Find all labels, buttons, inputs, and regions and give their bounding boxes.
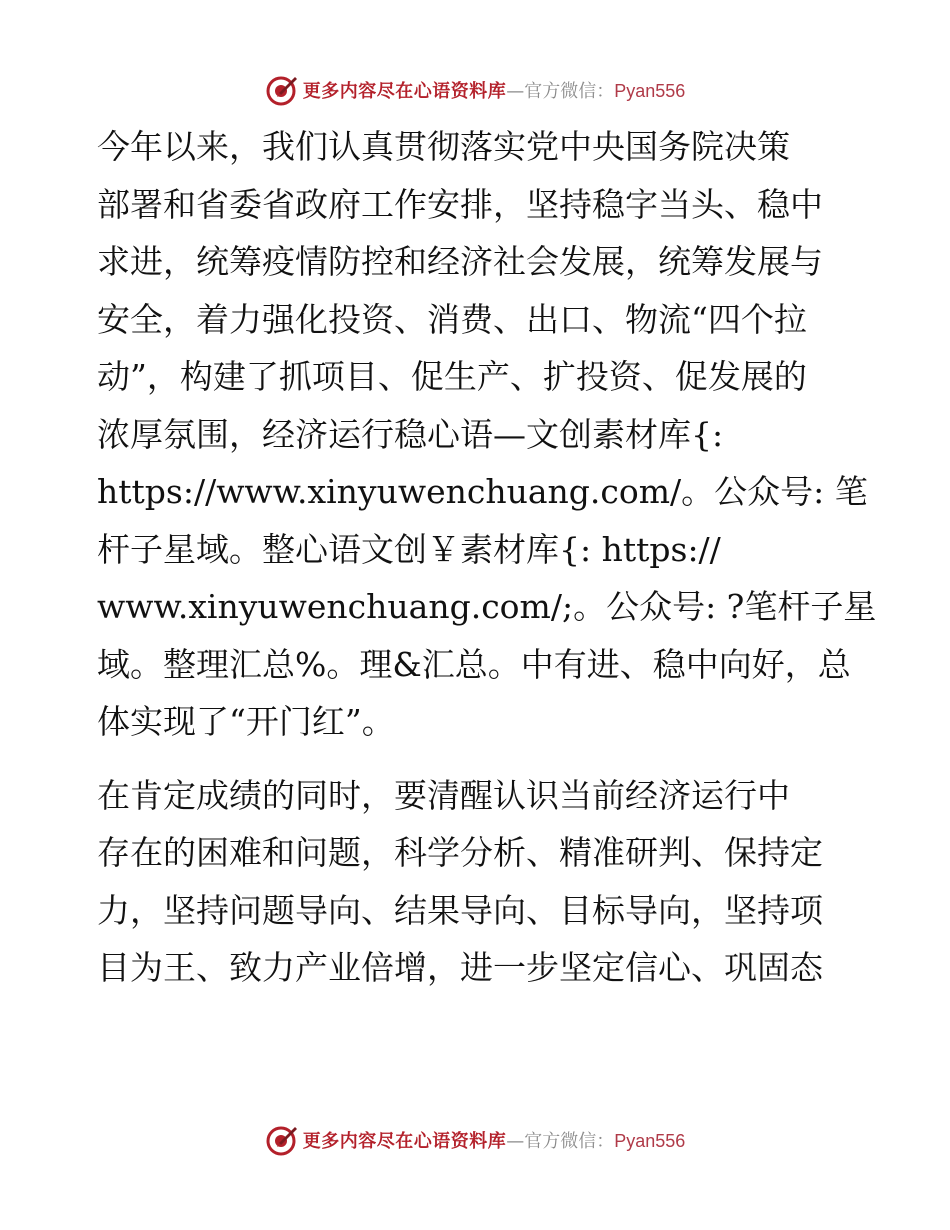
paragraph-line: 今年以来，我们认真贯彻落实党中央国务院决策 <box>97 127 790 166</box>
paragraph-line: 动”，构建了抓项目、促生产、扩投资、促发展的 <box>97 357 807 396</box>
paragraph-line: 域。整理汇总%。理&汇总。中有进、稳中向好，总 <box>97 644 851 684</box>
paragraph-line: 体实现了“开门红”。 <box>97 702 395 741</box>
paragraph-line: 存在的困难和问题，科学分析、精准研判、保持定 <box>97 833 823 872</box>
paragraph-line: 杆子星域。整心语文创￥素材库{: https:// <box>97 529 721 569</box>
paragraph-1 <box>97 118 877 751</box>
footer-banner <box>0 1120 950 1160</box>
footer-wechat <box>506 1127 685 1153</box>
main-content <box>97 118 877 997</box>
paragraph-line: https://www.xinyuwenchuang.com/。公众号: 笔 <box>97 472 868 511</box>
pen-logo-icon <box>265 73 299 107</box>
paragraph-line: 浓厚氛围，经济运行稳心语—文创素材库{: <box>97 414 724 454</box>
paragraph-line: 在肯定成绩的同时，要清醒认识当前经济运行中 <box>97 775 790 815</box>
header-wechat-label: 官方微信： <box>524 81 615 102</box>
paragraph-line: 部署和省委省政府工作安排，坚持稳字当头、稳中 <box>97 184 823 224</box>
paragraph-2 <box>97 767 857 997</box>
header-dash: — <box>506 81 525 102</box>
footer-wechat-label: 官方微信： <box>524 1131 615 1152</box>
footer-brand-text: 更多内容尽在心语资料库 <box>302 1131 507 1152</box>
footer-wechat-id: Pyan556 <box>614 1131 686 1151</box>
paragraph-line: www.xinyuwenchuang.com/;。公众号: ?笔杆子星 <box>97 587 877 626</box>
pen-logo-icon <box>265 1123 299 1157</box>
paragraph-line: 求进，统筹疫情防控和经济社会发展，统筹发展与 <box>97 242 823 281</box>
header-wechat <box>506 77 685 103</box>
header-brand-text: 更多内容尽在心语资料库 <box>302 81 507 102</box>
header-wechat-id: Pyan556 <box>614 81 686 101</box>
paragraph-line: 目为王、致力产业倍增，进一步坚定信心、巩固态 <box>97 948 823 987</box>
footer-dash: — <box>506 1131 525 1152</box>
paragraph-line: 安全，着力强化投资、消费、出口、物流“四个拉 <box>97 299 807 339</box>
header-banner <box>0 70 950 110</box>
paragraph-line: 力，坚持问题导向、结果导向、目标导向，坚持项 <box>97 890 823 930</box>
